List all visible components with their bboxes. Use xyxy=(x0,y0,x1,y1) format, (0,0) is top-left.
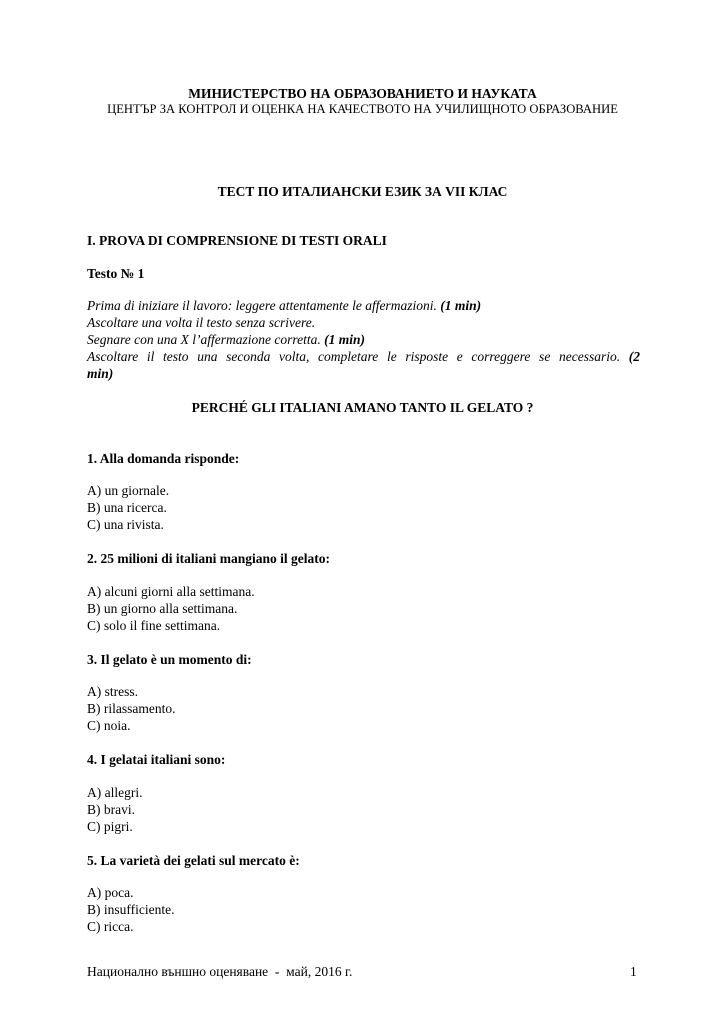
question-4: 4. I gelatai italiani sono: xyxy=(87,752,226,767)
passage-title: PERCHÉ GLI ITALIANI AMANO TANTO IL GELATO ? xyxy=(191,400,534,415)
instruction-3-text: Segnare con una X l’affermazione corretta. xyxy=(87,332,321,347)
section-title: I. PROVA DI COMPRENSIONE DI TESTI ORALI xyxy=(87,233,387,248)
instruction-line-3 xyxy=(87,332,640,348)
question-2-options xyxy=(87,584,640,634)
option-5b: B) insufficiente. xyxy=(87,901,175,917)
footer-text: Национално външно оценяване - май, 2016 г. xyxy=(87,964,353,979)
option-1c: C) una rivista. xyxy=(87,516,164,532)
testo-label: Testo № 1 xyxy=(87,266,145,281)
ministry-heading: МИНИСТЕРСТВО НА ОБРАЗОВАНИЕТО И НАУКАТА xyxy=(188,86,537,101)
option-4c: C) pigri. xyxy=(87,818,133,834)
option-1a: A) un giornale. xyxy=(87,483,170,498)
instruction-1-time: (1 min) xyxy=(440,298,482,313)
instruction-4-text: Ascoltare il testo una seconda volta, completare le risposte e correggere se necessario. xyxy=(87,349,621,364)
question-4-options xyxy=(87,785,640,835)
instruction-4-time-a: (2 xyxy=(628,349,641,364)
instruction-4-time-b: min) xyxy=(87,366,114,381)
option-4b: B) bravi. xyxy=(87,801,135,817)
question-1: 1. Alla domanda risponde: xyxy=(87,451,240,466)
instruction-line-1 xyxy=(87,298,640,314)
question-3: 3. Il gelato è un momento di: xyxy=(87,652,252,667)
option-2b: B) un giorno alla settimana. xyxy=(87,600,238,616)
center-subheading: ЦЕНТЪР ЗА КОНТРОЛ И ОЦЕНКА НА КАЧЕСТВОТО НА УЧИЛИЩНОТО ОБРАЗОВАНИЕ xyxy=(107,102,618,116)
option-2c: C) solo il fine settimana. xyxy=(87,617,221,633)
option-5a: A) poca. xyxy=(87,885,134,900)
option-3b: B) rilassamento. xyxy=(87,700,176,716)
option-2a: A) alcuni giorni alla settimana. xyxy=(87,584,255,599)
option-1b: B) una ricerca. xyxy=(87,499,167,515)
question-5-options xyxy=(87,885,640,935)
question-3-options xyxy=(87,684,640,734)
option-3a: A) stress. xyxy=(87,684,138,699)
instruction-line-4 xyxy=(87,349,640,365)
test-title: ТЕСТ ПО ИТАЛИАНСКИ ЕЗИК ЗА VII КЛАС xyxy=(217,184,508,199)
option-3c: C) noia. xyxy=(87,717,131,733)
question-5: 5. La varietà dei gelati sul mercato è: xyxy=(87,853,300,868)
instruction-1-text: Prima di iniziare il lavoro: leggere attentamente le affermazioni. xyxy=(87,298,437,313)
question-1-options xyxy=(87,483,640,533)
option-4a: A) allegri. xyxy=(87,785,143,800)
instruction-3-time: (1 min) xyxy=(324,332,365,347)
option-5c: C) ricca. xyxy=(87,918,134,934)
page-number: 1 xyxy=(630,964,637,979)
question-2: 2. 25 milioni di italiani mangiano il gelato: xyxy=(87,551,331,566)
instruction-line-2: Ascoltare una volta il testo senza scrivere. xyxy=(87,315,316,330)
